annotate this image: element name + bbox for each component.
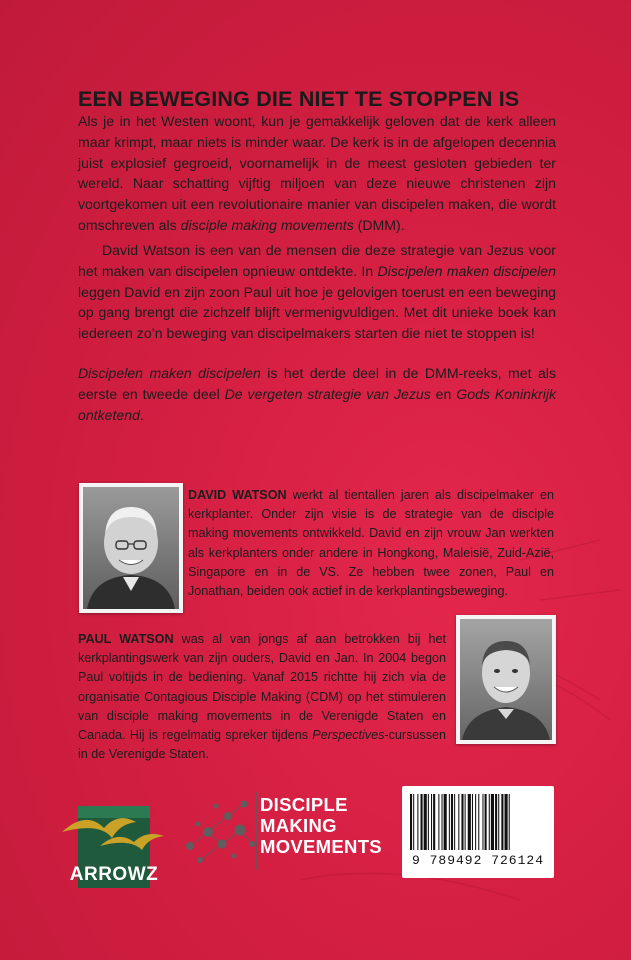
barcode-bar [489,794,490,850]
dmm-wordmark-line-1: DISCIPLE [260,794,348,815]
isbn-barcode-icon [410,794,546,850]
blurb-paragraph-1 [78,111,556,236]
paul-watson-bio [78,630,446,764]
series-book-title-2: Gods Koninkrijk ontketend [78,385,556,423]
paul-watson-bio-text: was al van jongs af aan betrokken bij het kerkplantingswerk van zijn ouders, David en Jan. In 2004 begon Paul voltijds in de bediening. Vanaf 2015 richtte hij zich via de organisatie Contagious Disciple Making (CDM) op het stimuleren van disciple making movements in de Verenigde Staten en Canada. Hij is regelmatig spreker tijdens [78,632,447,743]
isbn-barcode [402,786,554,878]
blurb-paragraph-3 [78,363,556,425]
barcode-bar [505,794,508,850]
barcode-bar [478,794,479,850]
blurb-p1-text: Als je in het Westen woont, kun je gemakkelijk geloven dat de kerk alleen maar krimpt, maar niets is minder waar. De kerk is in de afgelopen decennia juist explosief gegroeid, voornamelijk in de meest gesloten gebieden ter wereld. Naar schatting vijftig miljoen van deze nieuwe christenen zijn voortgekomen uit een revolutionaire manier van discipelen maken, die wordt omschreven als [78,113,556,233]
barcode-bar [482,794,483,850]
blurb-p2-text: David Watson is een van de mensen die deze strategie van Jezus voor het maken van discipelen opnieuw ontdekte. In [78,242,556,279]
barcode-bar [451,794,453,850]
barcode-bar [509,794,510,850]
barcode-bar [458,794,459,850]
barcode-bar [449,794,450,850]
series-book-title-3: Discipelen maken discipelen [78,365,261,381]
blurb-p1-italic: disciple making movements [180,216,354,233]
barcode-bar [461,794,463,850]
cover-headline: EEN BEWEGING DIE NIET TE STOPPEN IS [78,87,520,112]
barcode-bar [491,794,494,850]
network-dots-logo-icon [178,786,258,874]
blurb-paragraph-2 [78,240,556,344]
barcode-bar [454,794,455,850]
dmm-wordmark [260,794,382,857]
barcode-bar [501,794,503,850]
barcode-bar [417,794,418,850]
arrowz-logo [60,788,168,888]
barcode-bar [428,794,429,850]
series-book-title-1: De vergeten strategie van Jezus [224,385,431,402]
barcode-bar [498,794,499,850]
arrowz-wordmark: ARROWZ [69,864,159,885]
dmm-wordmark-line-3: MOVEMENTS [260,836,382,857]
barcode-bar [465,794,466,850]
blurb-p2-italic: Discipelen maken discipelen [377,262,556,279]
barcode-bar [472,794,473,850]
barcode-bar [485,794,487,850]
barcode-bar [442,794,443,850]
blurb-p1-end: (DMM). [353,216,405,233]
david-watson-bio [188,486,554,601]
barcode-bar [475,794,476,850]
barcode-bar [413,794,414,850]
barcode-bar [438,794,439,850]
barcode-bar [444,794,447,850]
barcode-bar [421,794,423,850]
blurb-p3-end: . [139,406,144,423]
barcode-bar [410,794,412,850]
dmm-wordmark-line-2: MAKING [260,815,337,836]
blurb-p3-text: is het derde deel in de DMM-reeks, met als eerste en tweede deel [78,365,556,402]
blurb-p2-end: leggen David en zijn zoon Paul uit hoe je gelovigen toerust en een beweging op gang brengt die zichzelf blijft vermenigvuldigen. Met dit unieke boek kan iedereen zo’n beweging van discipelmakers starten die niet te stoppen is! [78,283,556,342]
paul-watson-name: PAUL WATSON [78,632,174,646]
barcode-bar [433,794,435,850]
portrait-photo-icon [83,487,179,609]
paul-watson-bio-end: -cursussen in de Verenigde Staten. [78,728,446,762]
david-watson-photo [79,483,183,613]
david-watson-bio-text: werkt al tientallen jaren als discipelmaker en kerkplanter. Onder zijn visie is de strategie van de disciple making movements ontwikkeld. David en zijn vrouw Jan werkten als kerkplanters onder andere in Hongkong, Maleisië, Zuid-Azië, Singapore en in de VS. Ze hebben twee zonen, Paul en Jonathan, beiden ook actief in de kerkplantingsbeweging. [188,488,554,599]
blurb-p3-and: en [430,385,457,402]
david-watson-name: DAVID WATSON [188,488,287,502]
barcode-bar [424,794,427,850]
isbn-number: 9 789492 726124 [411,853,545,868]
barcode-bar [495,794,497,850]
paul-watson-photo [456,615,556,744]
dmm-logo [178,786,382,876]
portrait-photo-icon [460,619,552,740]
barcode-bar [431,794,432,850]
paul-watson-bio-italic: Perspectives [312,728,385,743]
barcode-bar [468,794,471,850]
